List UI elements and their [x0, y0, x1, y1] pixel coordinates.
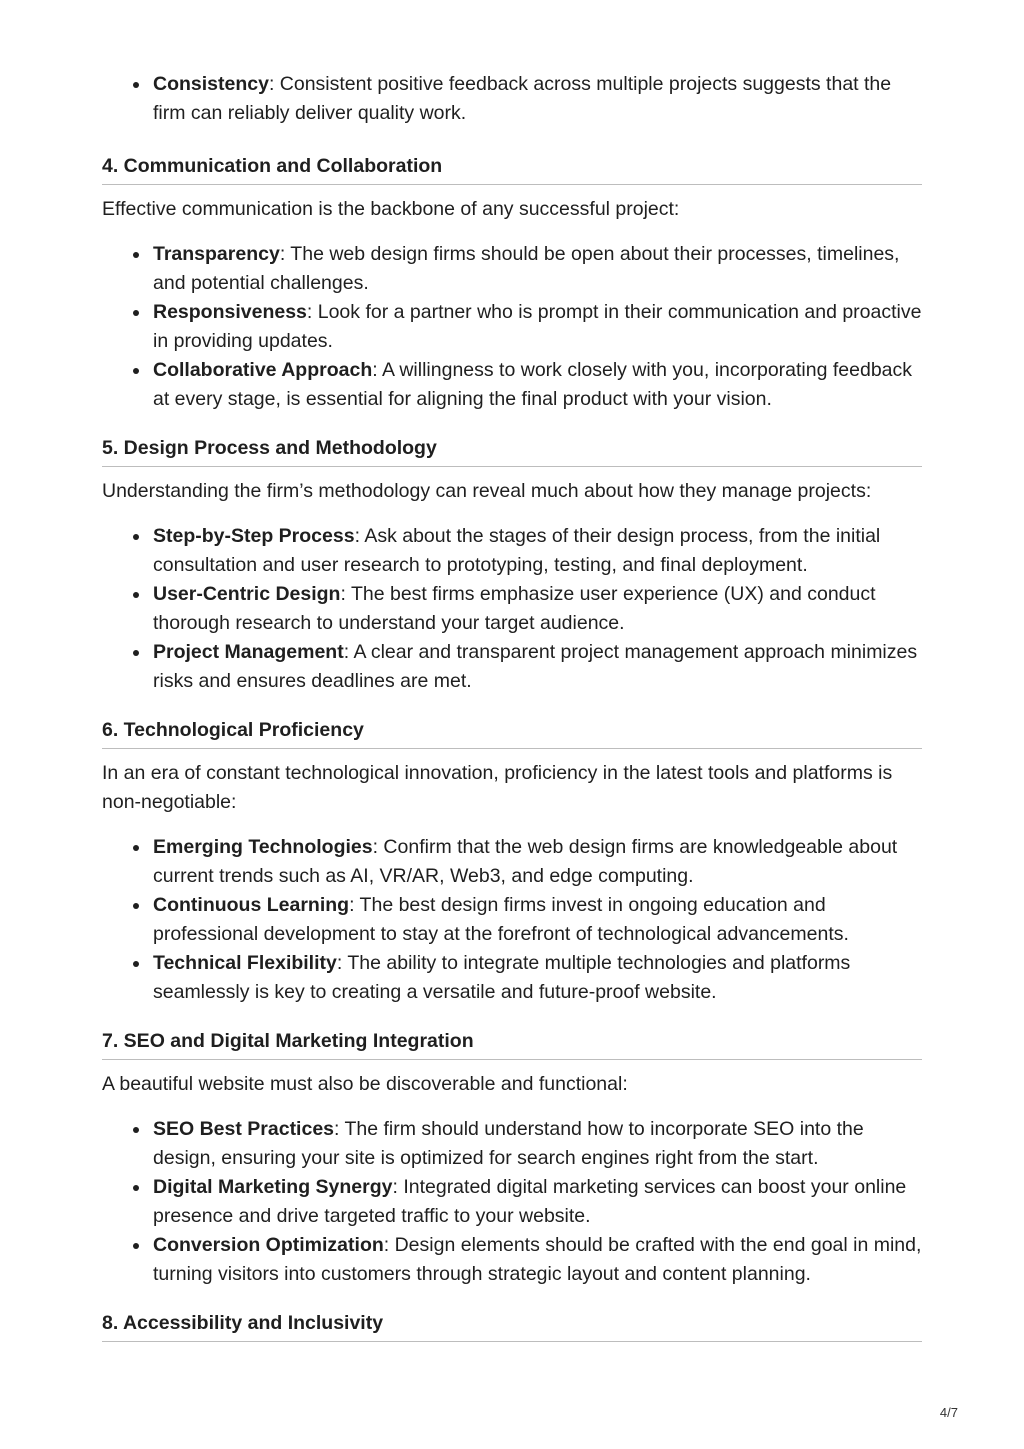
- list-item-text: : A willingness to work closely with you, incorporating feedback at every stage, is essential for aligning the final product with your vision.: [153, 359, 913, 410]
- list-item-text: : The best firms emphasize user experience (UX) and conduct thorough research to understand your target audience.: [153, 583, 876, 634]
- section-list: [102, 833, 922, 1007]
- list-item-text: : The best design firms invest in ongoing education and professional development to stay at the forefront of technological advancements.: [153, 894, 849, 945]
- list-item-text: : The web design firms should be open about their processes, timelines, and potential challenges.: [153, 243, 900, 294]
- list-item-term: Transparency: [153, 243, 280, 265]
- section-technology: [102, 716, 922, 1007]
- list-item-text: : Confirm that the web design firms are knowledgeable about current trends such as AI, VR/AR, Web3, and edge computing.: [153, 836, 898, 887]
- list-item-text: : Design elements should be crafted with the end goal in mind, turning visitors into customers through strategic layout and content planning.: [153, 1234, 922, 1285]
- section-accessibility: [102, 1309, 922, 1342]
- list-item: [153, 949, 922, 1007]
- section-list: [102, 522, 922, 696]
- section-intro: Understanding the firm’s methodology can reveal much about how they manage projects:: [102, 480, 872, 502]
- list-item-text: : Consistent positive feedback across multiple projects suggests that the firm can reliably deliver quality work.: [153, 73, 892, 124]
- leading-list: [102, 70, 922, 128]
- section-communication: [102, 152, 922, 414]
- list-item-term: Conversion Optimization: [153, 1234, 384, 1256]
- document-page: [102, 70, 922, 1342]
- list-item-term: Consistency: [153, 73, 269, 95]
- list-item-term: Collaborative Approach: [153, 359, 373, 381]
- section-list: [102, 1115, 922, 1289]
- list-item-term: Project Management: [153, 641, 344, 663]
- section-list: [102, 240, 922, 414]
- section-heading: 6. Technological Proficiency: [102, 716, 922, 749]
- list-item-term: Digital Marketing Synergy: [153, 1176, 393, 1198]
- list-item-term: Responsiveness: [153, 301, 307, 323]
- list-item: [153, 1173, 922, 1231]
- list-item: [153, 70, 922, 128]
- list-item-term: Technical Flexibility: [153, 952, 337, 974]
- list-item: [153, 638, 922, 696]
- list-item-text: : The ability to integrate multiple technologies and platforms seamlessly is key to creating a versatile and future-proof website.: [153, 952, 851, 1003]
- list-item: [153, 240, 922, 298]
- section-intro: In an era of constant technological innovation, proficiency in the latest tools and platforms is non-negotiable:: [102, 762, 893, 813]
- section-heading: 8. Accessibility and Inclusivity: [102, 1309, 922, 1342]
- section-intro: A beautiful website must also be discoverable and functional:: [102, 1073, 628, 1095]
- list-item: [153, 356, 922, 414]
- list-item-term: User-Centric Design: [153, 583, 341, 605]
- list-item-text: : The firm should understand how to incorporate SEO into the design, ensuring your site is optimized for search engines right from the start.: [153, 1118, 864, 1169]
- list-item-text: : Integrated digital marketing services can boost your online presence and drive targeted traffic to your website.: [153, 1176, 907, 1227]
- list-item: [153, 298, 922, 356]
- list-item-term: SEO Best Practices: [153, 1118, 335, 1140]
- list-item-term: Continuous Learning: [153, 894, 350, 916]
- section-intro: Effective communication is the backbone of any successful project:: [102, 198, 680, 220]
- list-item: [153, 1231, 922, 1289]
- list-item: [153, 522, 922, 580]
- list-item: [153, 1115, 922, 1173]
- list-item: [153, 891, 922, 949]
- list-item-text: : A clear and transparent project management approach minimizes risks and ensures deadlines are met.: [153, 641, 918, 692]
- section-design-process: [102, 434, 922, 696]
- list-item-text: : Look for a partner who is prompt in their communication and proactive in providing updates.: [153, 301, 922, 352]
- list-item-term: Emerging Technologies: [153, 836, 373, 858]
- section-seo: [102, 1027, 922, 1289]
- list-item: [153, 580, 922, 638]
- page-number: 4/7: [939, 1405, 958, 1420]
- list-item-term: Step-by-Step Process: [153, 525, 355, 547]
- section-heading: 7. SEO and Digital Marketing Integration: [102, 1027, 922, 1060]
- list-item: [153, 833, 922, 891]
- list-item-text: : Ask about the stages of their design process, from the initial consultation and user research to prototyping, testing, and final deployment.: [153, 525, 881, 576]
- section-heading: 5. Design Process and Methodology: [102, 434, 922, 467]
- section-heading: 4. Communication and Collaboration: [102, 152, 922, 185]
